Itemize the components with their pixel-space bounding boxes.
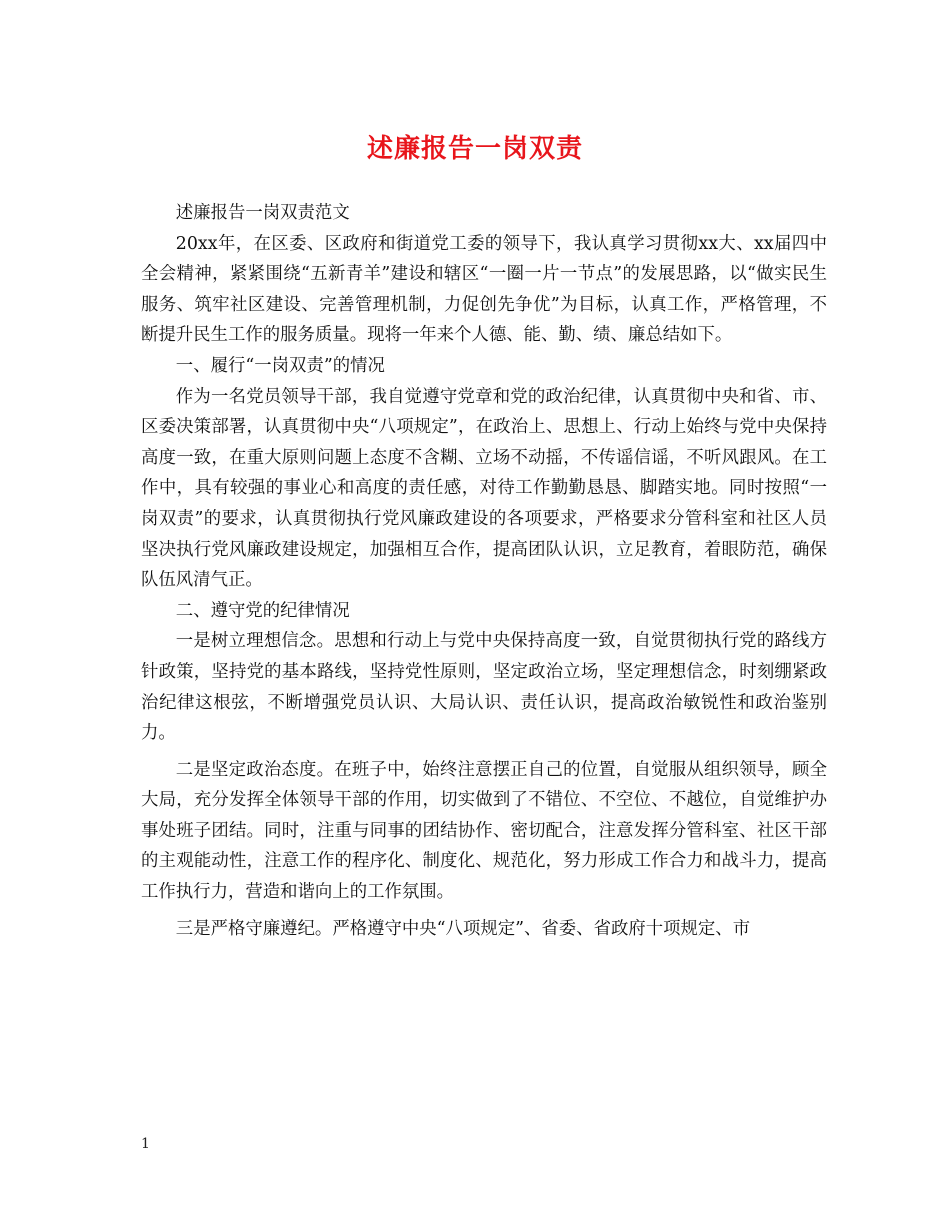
page-number: 1 [141, 1136, 150, 1152]
section-heading-2: 二、遵守党的纪律情况 [175, 600, 350, 621]
paragraph-intro: 20xx年，在区委、区政府和街道党工委的领导下，我认真学习贯彻xx大、xx届四中全会精神，紧紧围绕“五新青羊”建设和辖区“一圈一片一节点”的发展思路，以“做实民生服务、筑牢社区建设、完善管理机制，力促创先争优”为目标，认真工作，严格管理，不断提升民生工作的服务质量。现将一年来个人德、能、勤、绩、廉总结如下。 [141, 233, 827, 346]
document-title: 述廉报告一岗双责 [366, 134, 583, 164]
paragraph-point-3: 三是严格守廉遵纪。严格遵守中央“八项规定”、省委、省政府十项规定、市 [175, 918, 751, 939]
paragraph-section-1: 作为一名党员领导干部，我自觉遵守党章和党的政治纪律，认真贯彻中央和省、市、区委决策部署，认真贯彻中央“八项规定”，在政治上、思想上、行动上始终与党中央保持高度一致，在重大原则问题上态度不含糊、立场不动摇，不传谣信谣，不听风跟风。在工作中，具有较强的事业心和高度的责任感，对待工作勤勤恳恳、脚踏实地。同时按照“一岗双责”的要求，认真贯彻执行党风廉政建设的各项要求，严格要求分管科室和社区人员坚决执行党风廉政建设规定，加强相互合作，提高团队认识，立足教育，着眼防范，确保队伍风清气正。 [141, 386, 827, 591]
section-heading-1: 一、履行“一岗双责”的情况 [175, 355, 385, 376]
document-body [141, 198, 827, 944]
paragraph-point-2: 二是坚定政治态度。在班子中，始终注意摆正自己的位置，自觉服从组织领导，顾全大局，充分发挥全体领导干部的作用，切实做到了不错位、不空位、不越位，自觉维护办事处班子团结。同时，注重与同事的团结协作、密切配合，注意发挥分管科室、社区干部的主观能动性，注意工作的程序化、制度化、规范化，努力形成工作合力和战斗力，提高工作执行力，营造和谐向上的工作氛围。 [141, 759, 827, 903]
paragraph-point-1: 一是树立理想信念。思想和行动上与党中央保持高度一致，自觉贯彻执行党的路线方针政策，坚持党的基本路线，坚持党性原则，坚定政治立场，坚定理想信念，时刻绷紧政治纪律这根弦，不断增强党员认识、大局认识、责任认识，提高政治敏锐性和政治鉴别力。 [141, 631, 827, 744]
paragraph-subtitle: 述廉报告一岗双责范文 [175, 203, 350, 223]
